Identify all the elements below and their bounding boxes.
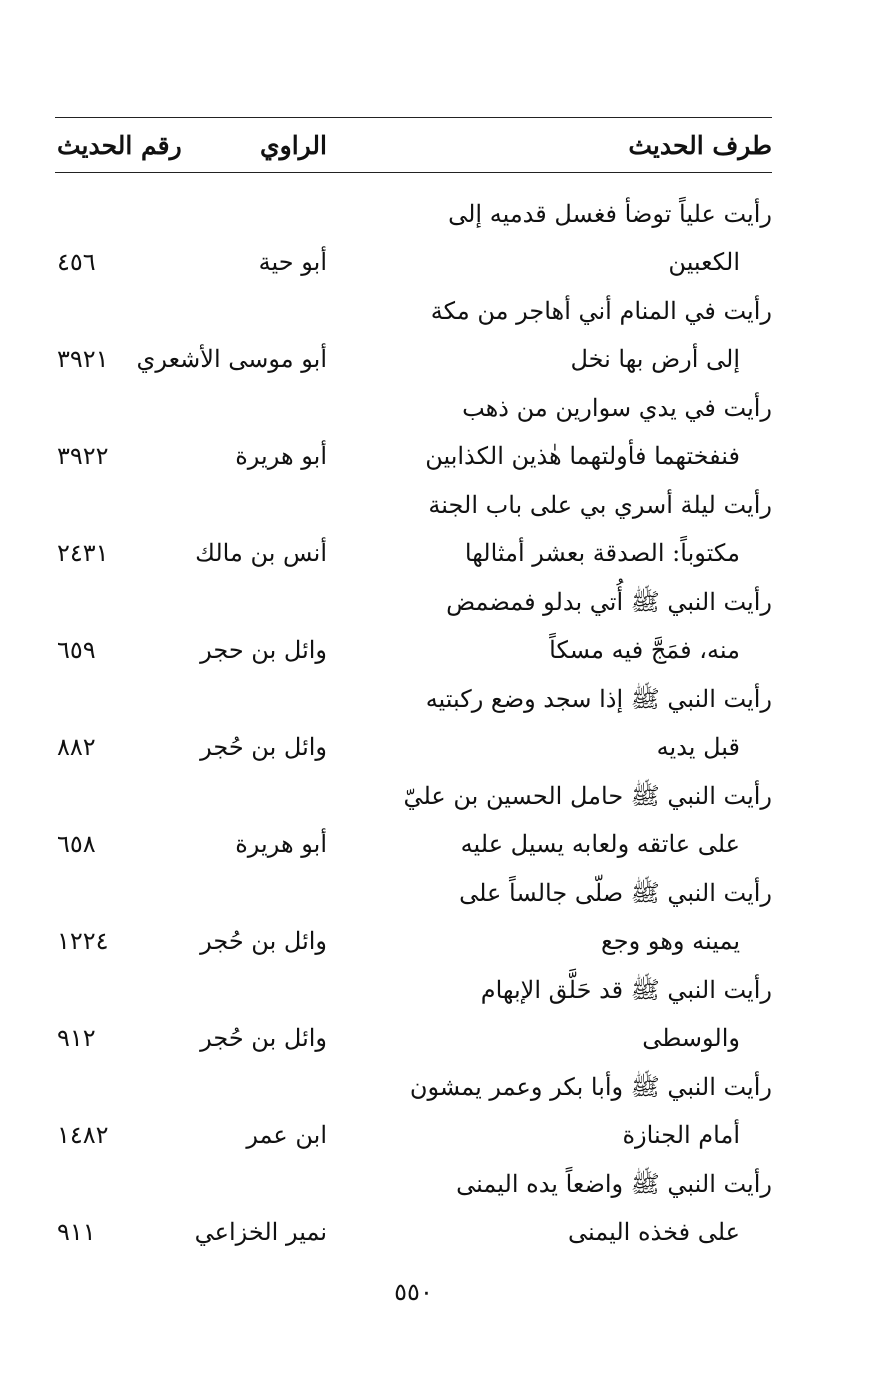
table-header [55, 128, 772, 164]
hadith-text-line2: على فخذه اليمنى [567, 1218, 740, 1246]
narrator: وائل بن حجر [200, 636, 327, 664]
hadith-text-line2: فنفختهما فأولتهما هٰذين الكذابين [425, 442, 740, 470]
hadith-number: ٢٤٣١ [57, 539, 109, 567]
hadith-number: ٩١١ [57, 1218, 96, 1246]
hadith-text-line1: رأيت النبي ﷺ حامل الحسين بن عليّ [403, 782, 772, 810]
header-hadith: طرف الحديث [628, 131, 772, 160]
list-item [55, 384, 772, 481]
hadith-text-line2: يمينه وهو وجع [600, 927, 740, 955]
top-rule [55, 117, 772, 118]
hadith-text-line1: رأيت النبي ﷺ أُتي بدلو فمضمض [446, 588, 772, 616]
hadith-text-line2: والوسطى [642, 1024, 740, 1052]
hadith-text-line1: رأيت النبي ﷺ وأبا بكر وعمر يمشون [409, 1073, 772, 1101]
hadith-number: ٩١٢ [57, 1024, 96, 1052]
hadith-number: ٦٥٩ [57, 636, 96, 664]
hadith-text-line1: رأيت في يدي سوارين من ذهب [462, 394, 772, 422]
narrator: نمير الخزاعي [194, 1218, 327, 1246]
list-item [55, 190, 772, 287]
hadith-text-line2: على عاتقه ولعابه يسيل عليه [460, 830, 740, 858]
narrator: أبو هريرة [235, 830, 327, 858]
list-item [55, 1063, 772, 1160]
list-item [55, 869, 772, 966]
hadith-text-line1: رأيت النبي ﷺ واضعاً يده اليمنى [456, 1170, 772, 1198]
list-item [55, 287, 772, 384]
hadith-text-line2: قبل يديه [656, 733, 740, 761]
list-item [55, 966, 772, 1063]
hadith-text-line1: رأيت النبي ﷺ قد حَلَّق الإبهام [480, 976, 772, 1004]
list-item [55, 1160, 772, 1257]
header-narrator: الراوي [260, 131, 327, 160]
narrator: وائل بن حُجر [200, 1024, 327, 1052]
narrator: وائل بن حُجر [200, 733, 327, 761]
hadith-text-line2: منه، فمَجَّ فيه مسكاً [549, 636, 740, 664]
narrator: ابن عمر [246, 1121, 327, 1149]
narrator: وائل بن حُجر [200, 927, 327, 955]
hadith-text-line2: إلى أرض بها نخل [570, 345, 740, 373]
hadith-number: ٣٩٢٢ [57, 442, 109, 470]
hadith-text-line2: مكتوباً: الصدقة بعشر أمثالها [464, 539, 740, 567]
hadith-list [55, 190, 772, 1257]
list-item [55, 481, 772, 578]
hadith-number: ١٤٨٢ [57, 1121, 109, 1149]
header-rule [55, 172, 772, 173]
book-page [55, 0, 772, 1379]
hadith-text-line2: أمام الجنازة [622, 1121, 740, 1149]
list-item [55, 578, 772, 675]
header-number: رقم الحديث [57, 131, 182, 160]
narrator: أبو حية [258, 248, 327, 276]
list-item [55, 675, 772, 772]
hadith-text-line1: رأيت النبي ﷺ إذا سجد وضع ركبتيه [425, 685, 772, 713]
hadith-number: ٨٨٢ [57, 733, 96, 761]
hadith-number: ٤٥٦ [57, 248, 96, 276]
narrator: أنس بن مالك [195, 539, 327, 567]
page-number: ٥٥٠ [394, 1278, 433, 1306]
narrator: أبو هريرة [235, 442, 327, 470]
hadith-text-line1: رأيت النبي ﷺ صلّى جالساً على [459, 879, 772, 907]
hadith-number: ٣٩٢١ [57, 345, 109, 373]
list-item [55, 772, 772, 869]
hadith-text-line1: رأيت ليلة أسري بي على باب الجنة [428, 491, 772, 519]
hadith-text-line1: رأيت في المنام أني أهاجر من مكة [430, 297, 772, 325]
hadith-text-line2: الكعبين [668, 248, 740, 276]
hadith-number: ٦٥٨ [57, 830, 96, 858]
hadith-number: ١٢٢٤ [57, 927, 109, 955]
narrator: أبو موسى الأشعري [136, 345, 327, 373]
hadith-text-line1: رأيت علياً توضأ فغسل قدميه إلى [448, 200, 772, 228]
